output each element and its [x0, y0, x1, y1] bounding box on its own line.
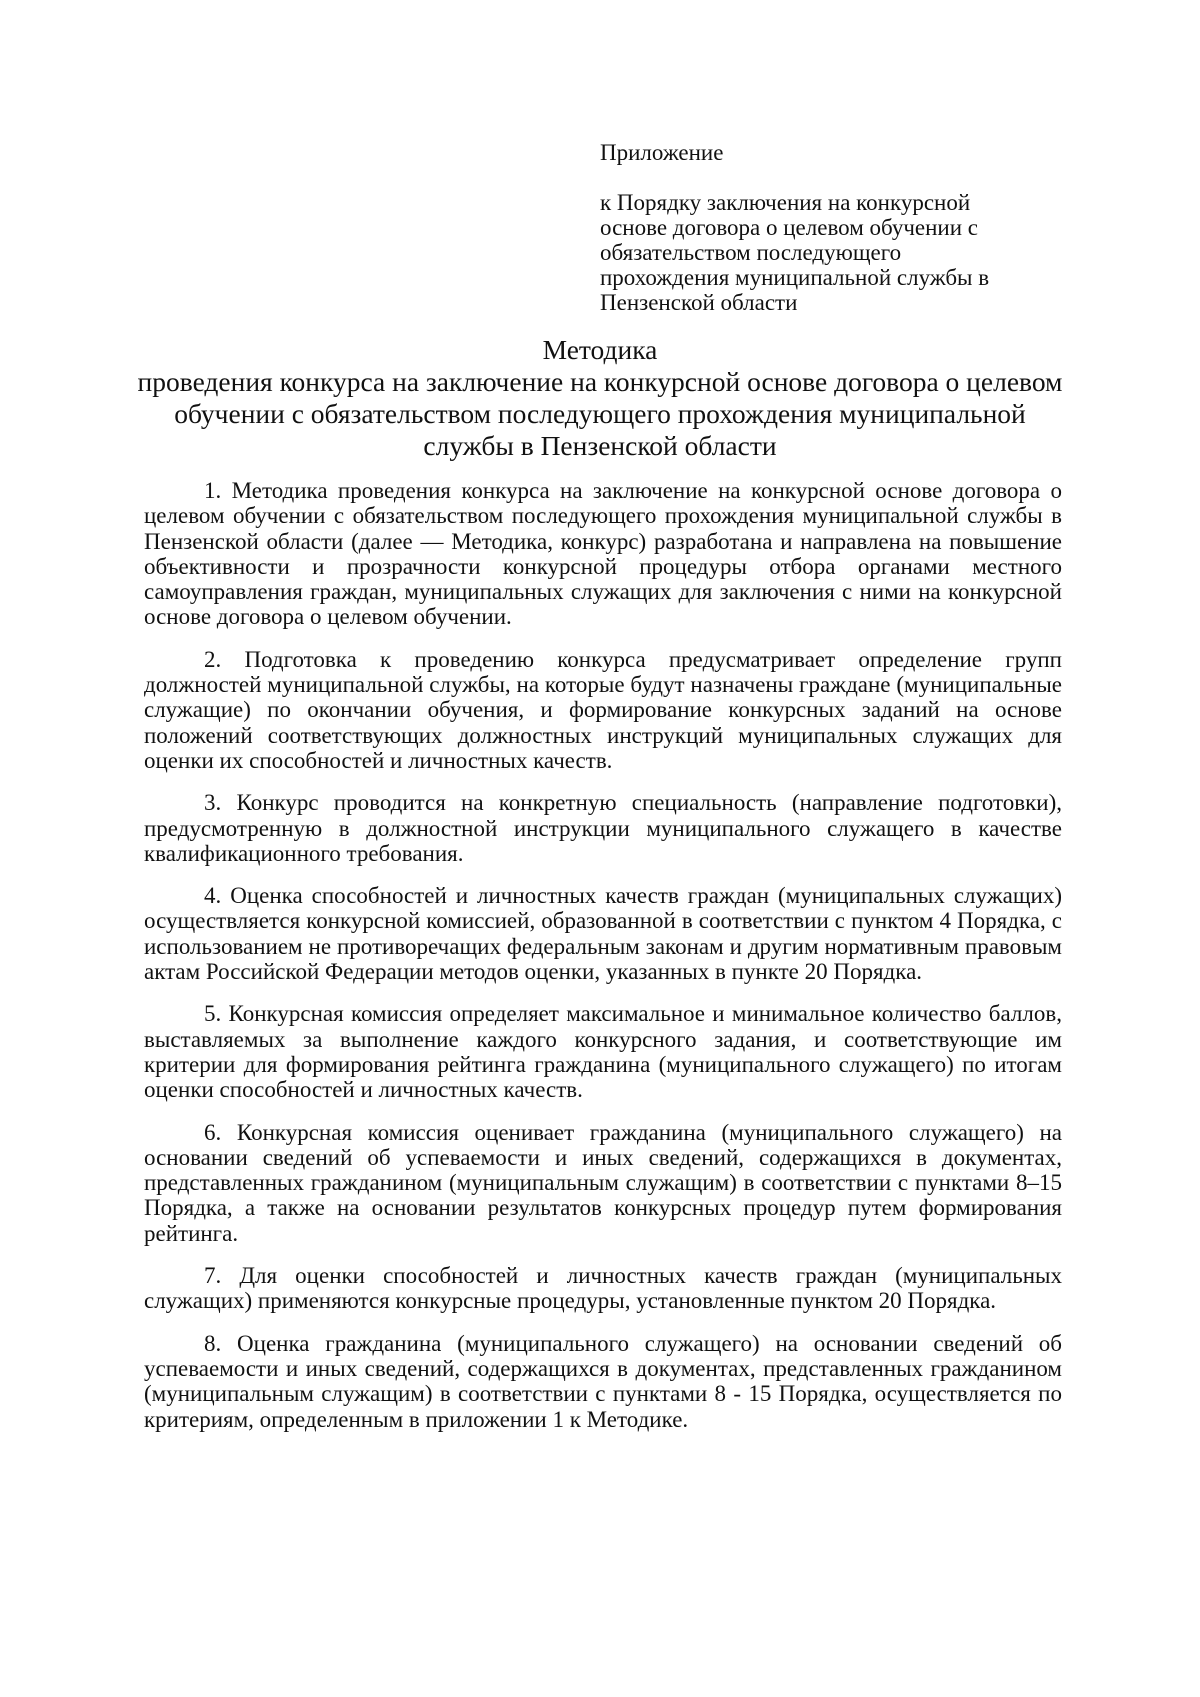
- paragraph-1: 1. Методика проведения конкурса на заключение на конкурсной основе договора о целевом обучении с обязательством последующего прохождения муниципальной службы в Пензенской области (далее — Методика, конкурс) разработана и направлена на повышение объективности и прозрачности конкурсной процедуры отбора органами местного самоуправления граждан, муниципальных служащих для заключения с ними на конкурсной основе договора о целевом обучении.: [144, 478, 1062, 630]
- paragraph-3: 3. Конкурс проводится на конкретную специальность (направление подготовки), предусмотренную в должностной инструкции муниципального служащего в качестве квалификационного требования.: [144, 790, 1062, 866]
- paragraph-8: 8. Оценка гражданина (муниципального служащего) на основании сведений об успеваемости и иных сведений, содержащихся в документах, представленных гражданином (муниципальным служащим) в соответствии с пунктами 8 - 15 Порядка, осуществляется по критериям, определенным в приложении 1 к Методике.: [144, 1330, 1062, 1432]
- appendix-block: [600, 140, 1020, 315]
- paragraph-2: 2. Подготовка к проведению конкурса предусматривает определение групп должностей муниципальной службы, на которые будут назначены граждане (муниципальные служащие) по окончании обучения, и формирование конкурсных заданий на основе положений соответствующих должностных инструкций муниципальных служащих для оценки их способностей и личностных качеств.: [144, 646, 1062, 773]
- title-subtitle: проведения конкурса на заключение на конкурсной основе договора о целевом обучении с обязательством последующего прохождения муниципальной службы в Пензенской области: [137, 366, 1063, 461]
- document-body: [144, 478, 1062, 1449]
- paragraph-6: 6. Конкурсная комиссия оценивает гражданина (муниципального служащего) на основании сведений об успеваемости и иных сведений, содержащихся в документах, представленных гражданином (муниципальным служащим) в соответствии с пунктами 8–15 Порядка, а также на основании результатов конкурсных процедур путем формирования рейтинга.: [144, 1119, 1062, 1246]
- appendix-label: Приложение: [600, 140, 724, 165]
- document-title: [130, 334, 1070, 462]
- title-main: Методика: [542, 334, 658, 365]
- paragraph-7: 7. Для оценки способностей и личностных качеств граждан (муниципальных служащих) применяются конкурсные процедуры, установленные пунктом 20 Порядка.: [144, 1263, 1062, 1314]
- paragraph-4: 4. Оценка способностей и личностных качеств граждан (муниципальных служащих) осуществляется конкурсной комиссией, образованной в соответствии с пунктом 4 Порядка, с использованием не противоречащих федеральным законам и другим нормативным правовым актам Российской Федерации методов оценки, указанных в пункте 20 Порядка.: [144, 883, 1062, 985]
- appendix-reference: к Порядку заключения на конкурсной основе договора о целевом обучении с обязательством последующего прохождения муниципальной службы в Пензенской области: [600, 190, 990, 315]
- paragraph-5: 5. Конкурсная комиссия определяет максимальное и минимальное количество баллов, выставляемых за выполнение каждого конкурсного задания, и соответствующие им критерии для формирования рейтинга гражданина (муниципального служащего) по итогам оценки способностей и личностных качеств.: [144, 1001, 1062, 1103]
